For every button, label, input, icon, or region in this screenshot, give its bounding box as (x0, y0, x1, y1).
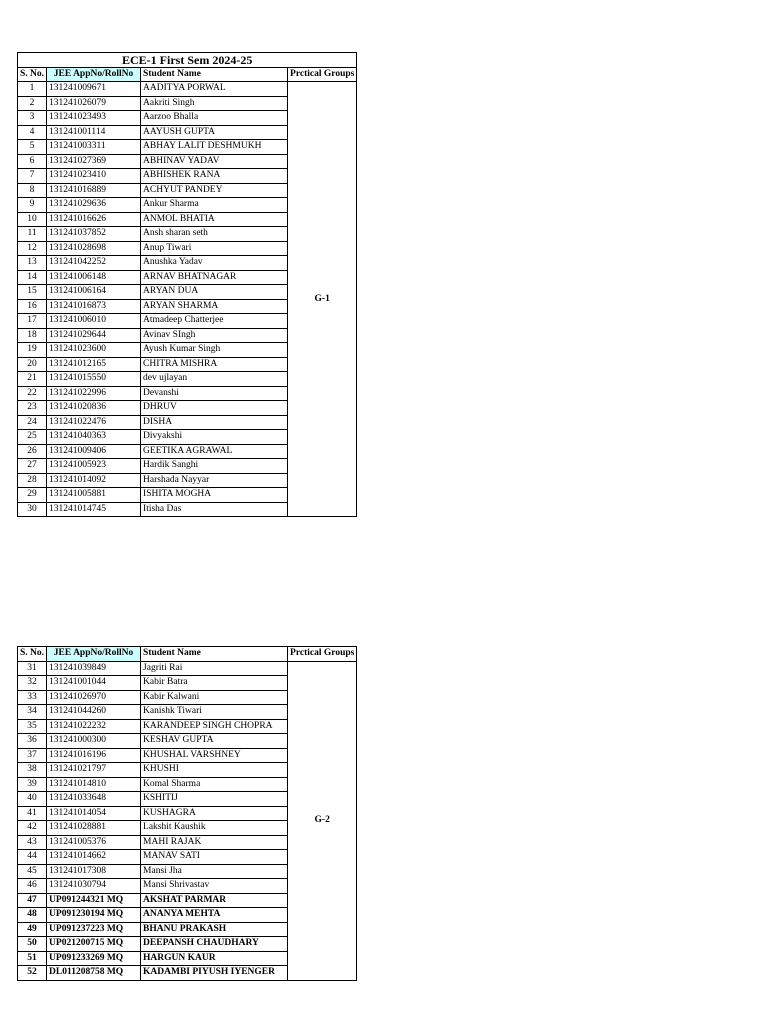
serial-number-cell: 5 (18, 140, 47, 155)
serial-number-cell: 8 (18, 183, 47, 198)
roll-number-cell: 131241014745 (47, 502, 141, 517)
serial-number-cell: 14 (18, 270, 47, 285)
roll-number-cell: UP091233269 MQ (47, 951, 141, 966)
roll-number-cell: 131241005923 (47, 459, 141, 474)
roll-number-cell: 131241026079 (47, 96, 141, 111)
roll-number-cell: 131241028881 (47, 821, 141, 836)
student-name-cell: Anup Tiwari (141, 241, 288, 256)
roll-number-cell: 131241016196 (47, 748, 141, 763)
serial-number-cell: 16 (18, 299, 47, 314)
roll-number-cell: 131241003311 (47, 140, 141, 155)
student-name-cell: ABHAY LALIT DESHMUKH (141, 140, 288, 155)
serial-number-cell: 12 (18, 241, 47, 256)
roll-number-cell: 131241006148 (47, 270, 141, 285)
roll-number-cell: 131241006164 (47, 285, 141, 300)
header-name: Student Name (141, 647, 288, 662)
serial-number-cell: 33 (18, 690, 47, 705)
roll-number-cell: UP091237223 MQ (47, 922, 141, 937)
header-name: Student Name (141, 67, 288, 82)
roll-number-cell: 131241017308 (47, 864, 141, 879)
roll-number-cell: 131241021797 (47, 763, 141, 778)
table-row (18, 82, 357, 97)
serial-number-cell: 2 (18, 96, 47, 111)
roll-number-cell: 131241016873 (47, 299, 141, 314)
roll-number-cell: 131241044260 (47, 705, 141, 720)
roll-number-cell: 131241028698 (47, 241, 141, 256)
header-sno: S. No. (18, 647, 47, 662)
serial-number-cell: 44 (18, 850, 47, 865)
student-name-cell: Aakriti Singh (141, 96, 288, 111)
student-name-cell: Hardik Sanghi (141, 459, 288, 474)
student-name-cell: Kabir Kalwani (141, 690, 288, 705)
serial-number-cell: 43 (18, 835, 47, 850)
roll-number-cell: 131241014810 (47, 777, 141, 792)
student-name-cell: MANAV SATI (141, 850, 288, 865)
student-name-cell: Ansh sharan seth (141, 227, 288, 242)
roll-number-cell: 131241014092 (47, 473, 141, 488)
student-name-cell: ABHISHEK RANA (141, 169, 288, 184)
serial-number-cell: 28 (18, 473, 47, 488)
student-name-cell: ARYAN DUA (141, 285, 288, 300)
student-name-cell: KHUSHAL VARSHNEY (141, 748, 288, 763)
student-name-cell: KSHITIJ (141, 792, 288, 807)
roll-number-cell: 131241006010 (47, 314, 141, 329)
student-name-cell: Kanishk Tiwari (141, 705, 288, 720)
roll-number-cell: 131241015550 (47, 372, 141, 387)
roll-number-cell: 131241001044 (47, 676, 141, 691)
student-name-cell: DEEPANSH CHAUDHARY (141, 937, 288, 952)
roster-table-2 (17, 646, 357, 981)
serial-number-cell: 19 (18, 343, 47, 358)
student-name-cell: ANMOL BHATIA (141, 212, 288, 227)
roll-number-cell: 131241040363 (47, 430, 141, 445)
student-name-cell: KHUSHI (141, 763, 288, 778)
serial-number-cell: 7 (18, 169, 47, 184)
serial-number-cell: 18 (18, 328, 47, 343)
serial-number-cell: 40 (18, 792, 47, 807)
serial-number-cell: 30 (18, 502, 47, 517)
serial-number-cell: 22 (18, 386, 47, 401)
student-name-cell: ACHYUT PANDEY (141, 183, 288, 198)
serial-number-cell: 50 (18, 937, 47, 952)
serial-number-cell: 35 (18, 719, 47, 734)
student-name-cell: ABHINAV YADAV (141, 154, 288, 169)
student-name-cell: ANANYA MEHTA (141, 908, 288, 923)
student-name-cell: Mansi Shrivastav (141, 879, 288, 894)
header-roll: JEE AppNo/RollNo (47, 67, 141, 82)
roll-number-cell: 131241023493 (47, 111, 141, 126)
serial-number-cell: 17 (18, 314, 47, 329)
student-name-cell: Itisha Das (141, 502, 288, 517)
roster-table-1 (17, 52, 357, 517)
serial-number-cell: 37 (18, 748, 47, 763)
serial-number-cell: 10 (18, 212, 47, 227)
student-name-cell: ISHITA MOGHA (141, 488, 288, 503)
serial-number-cell: 42 (18, 821, 47, 836)
roll-number-cell: 131241005881 (47, 488, 141, 503)
student-name-cell: Atmadeep Chatterjee (141, 314, 288, 329)
student-name-cell: MAHI RAJAK (141, 835, 288, 850)
roll-number-cell: 131241027369 (47, 154, 141, 169)
roll-number-cell: 131241012165 (47, 357, 141, 372)
serial-number-cell: 3 (18, 111, 47, 126)
serial-number-cell: 11 (18, 227, 47, 242)
serial-number-cell: 13 (18, 256, 47, 271)
serial-number-cell: 51 (18, 951, 47, 966)
student-name-cell: KARANDEEP SINGH CHOPRA (141, 719, 288, 734)
serial-number-cell: 46 (18, 879, 47, 894)
serial-number-cell: 25 (18, 430, 47, 445)
serial-number-cell: 4 (18, 125, 47, 140)
roll-number-cell: 131241009671 (47, 82, 141, 97)
student-name-cell: Devanshi (141, 386, 288, 401)
student-name-cell: Aarzoo Bhalla (141, 111, 288, 126)
roll-number-cell: 131241016889 (47, 183, 141, 198)
student-name-cell: Avinav SIngh (141, 328, 288, 343)
student-name-cell: Jagriti Rai (141, 661, 288, 676)
roll-number-cell: 131241023600 (47, 343, 141, 358)
serial-number-cell: 47 (18, 893, 47, 908)
roll-number-cell: 131241020836 (47, 401, 141, 416)
roll-number-cell: 131241005376 (47, 835, 141, 850)
roll-number-cell: UP021200715 MQ (47, 937, 141, 952)
roll-number-cell: 131241026970 (47, 690, 141, 705)
serial-number-cell: 6 (18, 154, 47, 169)
roll-number-cell: 131241029636 (47, 198, 141, 213)
roll-number-cell: 131241029644 (47, 328, 141, 343)
header-group: Prctical Groups (288, 647, 357, 662)
serial-number-cell: 39 (18, 777, 47, 792)
serial-number-cell: 31 (18, 661, 47, 676)
serial-number-cell: 29 (18, 488, 47, 503)
serial-number-cell: 9 (18, 198, 47, 213)
student-name-cell: GEETIKA AGRAWAL (141, 444, 288, 459)
roll-number-cell: UP091244321 MQ (47, 893, 141, 908)
student-name-cell: ARNAV BHATNAGAR (141, 270, 288, 285)
serial-number-cell: 49 (18, 922, 47, 937)
roll-number-cell: 131241000300 (47, 734, 141, 749)
student-name-cell: BHANU PRAKASH (141, 922, 288, 937)
roll-number-cell: DL011208758 MQ (47, 966, 141, 981)
student-name-cell: ARYAN SHARMA (141, 299, 288, 314)
student-name-cell: CHITRA MISHRA (141, 357, 288, 372)
sheet-title: ECE-1 First Sem 2024-25 (18, 53, 357, 68)
student-name-cell: Mansi Jha (141, 864, 288, 879)
roll-number-cell: 131241023410 (47, 169, 141, 184)
serial-number-cell: 1 (18, 82, 47, 97)
student-name-cell: DISHA (141, 415, 288, 430)
student-name-cell: Ayush Kumar Singh (141, 343, 288, 358)
roll-number-cell: 131241039849 (47, 661, 141, 676)
header-roll: JEE AppNo/RollNo (47, 647, 141, 662)
practical-group-cell: G-1 (288, 82, 357, 517)
serial-number-cell: 24 (18, 415, 47, 430)
student-name-cell: Harshada Nayyar (141, 473, 288, 488)
student-name-cell: dev ujlayan (141, 372, 288, 387)
header-sno: S. No. (18, 67, 47, 82)
student-name-cell: AADITYA PORWAL (141, 82, 288, 97)
roll-number-cell: 131241022232 (47, 719, 141, 734)
serial-number-cell: 36 (18, 734, 47, 749)
roll-number-cell: 131241033648 (47, 792, 141, 807)
serial-number-cell: 26 (18, 444, 47, 459)
student-name-cell: Kabir Batra (141, 676, 288, 691)
student-name-cell: KESHAV GUPTA (141, 734, 288, 749)
roll-number-cell: UP091230194 MQ (47, 908, 141, 923)
serial-number-cell: 20 (18, 357, 47, 372)
serial-number-cell: 52 (18, 966, 47, 981)
student-name-cell: AAYUSH GUPTA (141, 125, 288, 140)
serial-number-cell: 48 (18, 908, 47, 923)
roll-number-cell: 131241042252 (47, 256, 141, 271)
roll-number-cell: 131241009406 (47, 444, 141, 459)
serial-number-cell: 38 (18, 763, 47, 778)
serial-number-cell: 45 (18, 864, 47, 879)
roll-number-cell: 131241037852 (47, 227, 141, 242)
student-name-cell: KADAMBI PIYUSH IYENGER (141, 966, 288, 981)
student-name-cell: Ankur Sharma (141, 198, 288, 213)
student-name-cell: Divyakshi (141, 430, 288, 445)
student-name-cell: HARGUN KAUR (141, 951, 288, 966)
roll-number-cell: 131241022996 (47, 386, 141, 401)
serial-number-cell: 34 (18, 705, 47, 720)
practical-group-cell: G-2 (288, 661, 357, 980)
student-name-cell: AKSHAT PARMAR (141, 893, 288, 908)
header-group: Prctical Groups (288, 67, 357, 82)
roll-number-cell: 131241001114 (47, 125, 141, 140)
student-name-cell: Lakshit Kaushik (141, 821, 288, 836)
serial-number-cell: 23 (18, 401, 47, 416)
student-name-cell: Anushka Yadav (141, 256, 288, 271)
roll-number-cell: 131241030794 (47, 879, 141, 894)
student-name-cell: Komal Sharma (141, 777, 288, 792)
table-row (18, 661, 357, 676)
roll-number-cell: 131241014054 (47, 806, 141, 821)
roll-number-cell: 131241014662 (47, 850, 141, 865)
serial-number-cell: 41 (18, 806, 47, 821)
serial-number-cell: 15 (18, 285, 47, 300)
serial-number-cell: 32 (18, 676, 47, 691)
student-name-cell: DHRUV (141, 401, 288, 416)
roll-number-cell: 131241022476 (47, 415, 141, 430)
serial-number-cell: 27 (18, 459, 47, 474)
serial-number-cell: 21 (18, 372, 47, 387)
student-name-cell: KUSHAGRA (141, 806, 288, 821)
roll-number-cell: 131241016626 (47, 212, 141, 227)
